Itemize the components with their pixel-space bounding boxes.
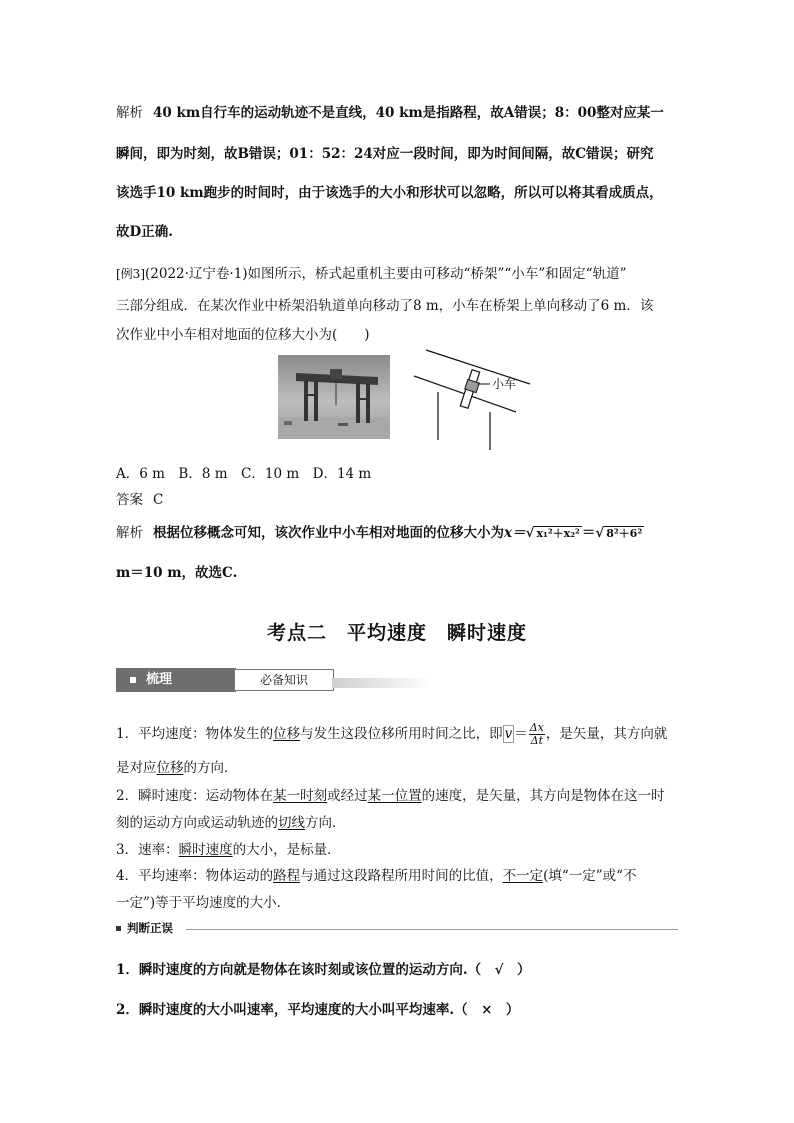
formula-sqrt-icon-2: √ [595, 525, 605, 541]
p3-a: 3．速率： [116, 842, 179, 858]
judge-rule [186, 929, 678, 930]
judge-q1: 1．瞬时速度的方向就是物体在该时刻或该位置的运动方向.（ √ ） [116, 962, 531, 978]
answer-value: C [153, 492, 164, 508]
point-2-line-2 [116, 811, 346, 831]
formula-sqrt-icon: √ [525, 525, 535, 541]
example-line-3: 次作业中小车相对地面的位移大小为( ) [116, 327, 370, 343]
p1-eq: ＝ [514, 726, 528, 742]
p1-num: Δx [529, 721, 544, 734]
p1-u1: 位移 [273, 726, 301, 742]
example-line-1 [116, 262, 626, 282]
p1-den: Δt [530, 734, 543, 747]
p2-u3: 切线 [278, 815, 305, 831]
options: A．6 m B．8 m C．10 m D．14 m [116, 466, 372, 482]
p2-b: 或经过 [327, 788, 368, 804]
p1-v: v [504, 726, 513, 742]
section-title [0, 618, 794, 645]
square-icon [116, 926, 121, 931]
analysis-line-2: 瞬间，即为时刻，故B错误；01：52：24对应一段时间，即为时间间隔，故C错误；研究 [116, 146, 654, 162]
p2-d: 刻的运动方向或运动轨迹的 [116, 815, 278, 831]
p1-u2: 位移 [156, 760, 184, 776]
point-4-line-1 [116, 864, 637, 884]
p2-a: 2．瞬时速度：运动物体在 [116, 788, 274, 804]
formula-lhs: x＝ [504, 525, 526, 541]
formula-sqrt-1: x₁²＋x₂² [536, 527, 580, 540]
p1-b: 与发生这段位移所用时间之比，即 [300, 726, 503, 742]
example-analysis-text: 根据位移概念可知，该次作业中小车相对地面的位移大小为 [153, 525, 504, 541]
p2-u1: 某一时刻 [273, 788, 328, 804]
knowledge-bar [116, 668, 432, 692]
p1-a: 1．平均速度：物体发生的 [116, 726, 274, 742]
p1-d: 是对应 [116, 760, 157, 776]
p4-c: (填“一定”或“不 [543, 868, 637, 884]
point-4-line-2: 一定”)等于平均速度的大小． [116, 895, 291, 911]
point-1-line-1 [116, 722, 667, 747]
p3-u1: 瞬时速度 [178, 842, 233, 858]
point-1-line-2 [116, 756, 238, 776]
bar-fade [332, 678, 432, 688]
p2-e: 方向． [305, 815, 346, 831]
analysis-text-1: 40 km自行车的运动轨迹不是直线，40 km是指路程，故A错误；8：00整对应某一 [153, 105, 664, 121]
example-tag: [例3] [116, 267, 145, 281]
analysis-line-1 [116, 101, 664, 121]
p4-u2: 不一定 [502, 868, 544, 884]
p4-b: 与通过这段路程所用时间的比值， [300, 868, 503, 884]
section-title-b: 平均速度 [346, 622, 427, 644]
formula-sqrt-2: 8²＋6² [606, 527, 643, 540]
judge-title: 判断正误 [127, 921, 173, 935]
example-analysis-label: 解析 [116, 525, 143, 541]
bar-sub: 必备知识 [234, 669, 334, 691]
example-text-1: (2022·辽宁卷·1)如图所示，桥式起重机主要由可移动“桥架”“小车”和固定“轨道” [145, 266, 627, 282]
p2-u2: 某一位置 [367, 788, 422, 804]
p2-c: 的速度，是矢量，其方向是物体在这一时 [421, 788, 665, 804]
example-analysis-line-2: m＝10 m，故选C. [116, 565, 238, 581]
formula-eq: ＝ [581, 525, 596, 541]
point-3 [116, 838, 341, 858]
answer-line [116, 488, 163, 508]
judge-header [116, 920, 678, 938]
diagram-label: 小车 [492, 377, 517, 391]
p4-u1: 路程 [273, 868, 301, 884]
example-line-2: 三部分组成．在某次作业中桥架沿轨道单向移动了8 m，小车在桥架上单向移动了6 m．该 [116, 298, 654, 314]
p1-e: 的方向． [183, 760, 238, 776]
section-title-c: 瞬时速度 [447, 622, 528, 644]
judge-title-box [116, 920, 179, 936]
example-analysis-line-1 [116, 521, 644, 541]
crane-diagram [404, 344, 534, 454]
p1-c: ，是矢量，其方向就 [545, 726, 668, 742]
bar-tag-box [116, 668, 236, 692]
p4-a: 4．平均速率：物体运动的 [116, 868, 274, 884]
point-2-line-1 [116, 784, 665, 804]
bar-tag: 梳理 [146, 672, 173, 687]
section-title-a: 考点二 [266, 622, 327, 644]
judge-q2: 2．瞬时速度的大小叫速率，平均速度的大小叫平均速率.（ × ） [116, 1002, 520, 1018]
p3-b: 的大小，是标量． [232, 842, 341, 858]
square-icon [130, 677, 136, 683]
analysis-line-3: 该选手10 km跑步的时间时，由于该选手的大小和形状可以忽略，所以可以将其看成质点， [116, 185, 663, 201]
analysis-line-4: 故D正确. [116, 224, 173, 240]
answer-label: 答案 [116, 492, 143, 508]
p1-fraction [529, 722, 545, 747]
crane-photo [278, 355, 390, 439]
analysis-label: 解析 [116, 105, 143, 121]
